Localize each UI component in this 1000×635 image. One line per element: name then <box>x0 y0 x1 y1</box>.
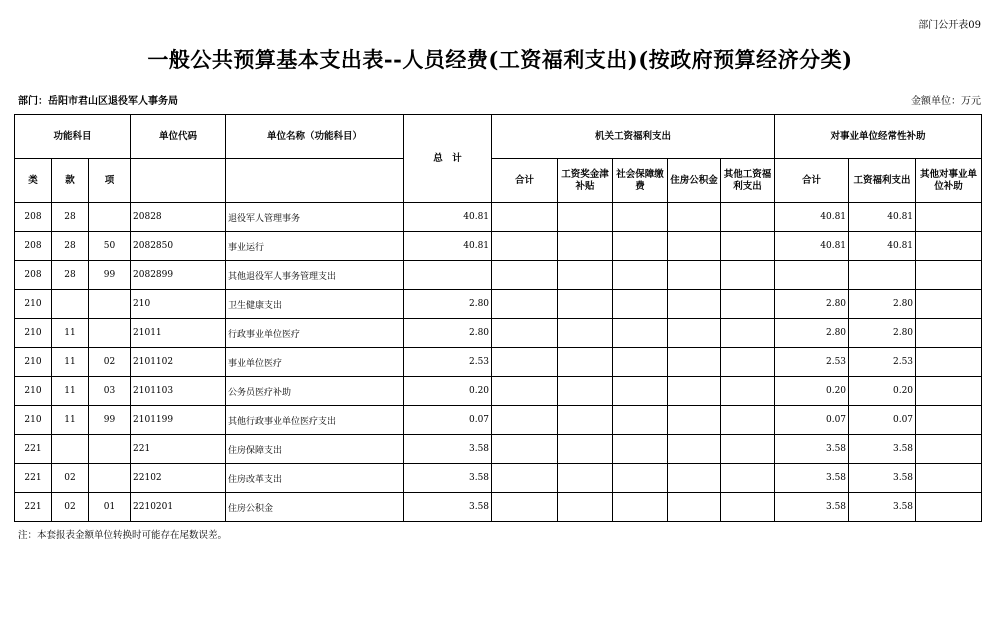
cell-unit-name: 住房改革支出 <box>226 464 404 493</box>
cell-inst-total: 3.58 <box>775 464 849 493</box>
cell-lei: 210 <box>15 319 52 348</box>
cell-lei: 210 <box>15 348 52 377</box>
header-inst-total: 合计 <box>775 159 849 203</box>
cell-kuan <box>52 435 89 464</box>
cell-org-housing <box>668 464 721 493</box>
cell-org-housing <box>668 232 721 261</box>
cell-inst-other <box>916 261 982 290</box>
cell-unit-code: 22102 <box>131 464 226 493</box>
cell-total: 3.58 <box>404 493 492 522</box>
header-org-total: 合计 <box>492 159 558 203</box>
cell-inst-total: 40.81 <box>775 232 849 261</box>
cell-xiang: 01 <box>89 493 131 522</box>
cell-org-social <box>613 377 668 406</box>
cell-org-bonus <box>558 464 613 493</box>
cell-xiang: 03 <box>89 377 131 406</box>
cell-inst-other <box>916 203 982 232</box>
cell-inst-other <box>916 319 982 348</box>
cell-inst-wage: 2.80 <box>849 319 916 348</box>
cell-total: 40.81 <box>404 203 492 232</box>
cell-xiang: 99 <box>89 261 131 290</box>
cell-kuan: 02 <box>52 493 89 522</box>
cell-lei: 210 <box>15 290 52 319</box>
cell-org-other <box>721 203 775 232</box>
cell-org-bonus <box>558 319 613 348</box>
cell-org-social <box>613 493 668 522</box>
cell-org-bonus <box>558 232 613 261</box>
header-func-subject: 功能科目 <box>15 115 131 159</box>
cell-inst-wage: 2.80 <box>849 290 916 319</box>
cell-org-social <box>613 464 668 493</box>
cell-lei: 210 <box>15 377 52 406</box>
cell-org-total <box>492 435 558 464</box>
cell-kuan: 11 <box>52 319 89 348</box>
cell-org-other <box>721 290 775 319</box>
cell-inst-wage: 3.58 <box>849 435 916 464</box>
cell-xiang <box>89 464 131 493</box>
cell-unit-code: 2101102 <box>131 348 226 377</box>
cell-inst-other <box>916 348 982 377</box>
cell-org-other <box>721 464 775 493</box>
cell-lei: 208 <box>15 232 52 261</box>
header-kuan: 款 <box>52 159 89 203</box>
cell-unit-name: 住房保障支出 <box>226 435 404 464</box>
table-row <box>15 464 982 493</box>
cell-unit-code: 20828 <box>131 203 226 232</box>
cell-unit-code: 210 <box>131 290 226 319</box>
amount-unit-label: 金额单位：万元 <box>911 96 981 107</box>
cell-unit-code: 2101103 <box>131 377 226 406</box>
cell-org-total <box>492 290 558 319</box>
cell-lei: 221 <box>15 435 52 464</box>
cell-kuan: 11 <box>52 377 89 406</box>
cell-inst-wage: 2.53 <box>849 348 916 377</box>
cell-org-social <box>613 348 668 377</box>
cell-org-bonus <box>558 348 613 377</box>
cell-lei: 208 <box>15 203 52 232</box>
cell-inst-other <box>916 232 982 261</box>
header-org-other: 其他工资福利支出 <box>721 159 775 203</box>
header-unit-name-cont <box>226 159 404 203</box>
cell-org-other <box>721 435 775 464</box>
cell-total: 2.80 <box>404 319 492 348</box>
cell-inst-total: 0.20 <box>775 377 849 406</box>
cell-kuan: 28 <box>52 203 89 232</box>
cell-xiang: 02 <box>89 348 131 377</box>
cell-inst-other <box>916 377 982 406</box>
cell-inst-wage: 40.81 <box>849 232 916 261</box>
cell-unit-name: 事业运行 <box>226 232 404 261</box>
cell-org-housing <box>668 261 721 290</box>
table-body <box>15 203 982 522</box>
cell-unit-code: 221 <box>131 435 226 464</box>
cell-total <box>404 261 492 290</box>
cell-org-housing <box>668 348 721 377</box>
cell-kuan: 11 <box>52 406 89 435</box>
cell-kuan: 02 <box>52 464 89 493</box>
cell-org-other <box>721 232 775 261</box>
cell-unit-name: 公务员医疗补助 <box>226 377 404 406</box>
cell-org-housing <box>668 493 721 522</box>
cell-inst-other <box>916 464 982 493</box>
cell-org-housing <box>668 290 721 319</box>
cell-org-housing <box>668 203 721 232</box>
cell-org-bonus <box>558 377 613 406</box>
cell-lei: 208 <box>15 261 52 290</box>
cell-org-housing <box>668 377 721 406</box>
cell-unit-name: 事业单位医疗 <box>226 348 404 377</box>
header-org-bonus: 工资奖金津补贴 <box>558 159 613 203</box>
cell-inst-wage: 0.07 <box>849 406 916 435</box>
cell-inst-total: 2.80 <box>775 319 849 348</box>
cell-org-housing <box>668 406 721 435</box>
cell-org-total <box>492 377 558 406</box>
cell-unit-name: 其他退役军人事务管理支出 <box>226 261 404 290</box>
cell-kuan <box>52 290 89 319</box>
cell-unit-code: 2101199 <box>131 406 226 435</box>
cell-unit-name: 住房公积金 <box>226 493 404 522</box>
cell-total: 2.53 <box>404 348 492 377</box>
cell-xiang: 50 <box>89 232 131 261</box>
header-unit-name: 单位名称（功能科目） <box>226 115 404 159</box>
cell-inst-other <box>916 435 982 464</box>
header-unit-code: 单位代码 <box>131 115 226 159</box>
cell-unit-name: 其他行政事业单位医疗支出 <box>226 406 404 435</box>
cell-xiang <box>89 435 131 464</box>
cell-org-total <box>492 261 558 290</box>
header-inst-other: 其他对事业单位补助 <box>916 159 982 203</box>
header-unit-code-cont <box>131 159 226 203</box>
cell-org-social <box>613 290 668 319</box>
cell-org-total <box>492 464 558 493</box>
form-number: 部门公开表09 <box>918 20 981 31</box>
cell-org-total <box>492 406 558 435</box>
cell-xiang <box>89 203 131 232</box>
cell-inst-total: 2.80 <box>775 290 849 319</box>
cell-kuan: 11 <box>52 348 89 377</box>
header-org-group: 机关工资福利支出 <box>492 115 775 159</box>
table-row <box>15 232 982 261</box>
cell-unit-code: 2210201 <box>131 493 226 522</box>
header-total: 总 计 <box>404 115 492 203</box>
cell-org-other <box>721 319 775 348</box>
cell-org-social <box>613 435 668 464</box>
cell-inst-total: 3.58 <box>775 435 849 464</box>
cell-org-other <box>721 377 775 406</box>
department-label: 部门：岳阳市君山区退役军人事务局 <box>18 96 178 107</box>
footnote: 注：本套报表金额单位转换时可能存在尾数误差。 <box>18 530 228 541</box>
cell-inst-total: 40.81 <box>775 203 849 232</box>
cell-org-bonus <box>558 406 613 435</box>
header-org-social: 社会保障缴费 <box>613 159 668 203</box>
cell-total: 0.20 <box>404 377 492 406</box>
cell-inst-total: 0.07 <box>775 406 849 435</box>
cell-org-housing <box>668 319 721 348</box>
cell-kuan: 28 <box>52 261 89 290</box>
table-row <box>15 377 982 406</box>
table-row <box>15 290 982 319</box>
cell-org-bonus <box>558 435 613 464</box>
header-xiang: 项 <box>89 159 131 203</box>
header-inst-group: 对事业单位经常性补助 <box>775 115 982 159</box>
cell-org-bonus <box>558 290 613 319</box>
cell-org-social <box>613 319 668 348</box>
cell-org-total <box>492 348 558 377</box>
cell-inst-total: 3.58 <box>775 493 849 522</box>
cell-total: 3.58 <box>404 435 492 464</box>
cell-unit-code: 2082899 <box>131 261 226 290</box>
cell-org-social <box>613 232 668 261</box>
cell-lei: 221 <box>15 493 52 522</box>
cell-org-total <box>492 232 558 261</box>
cell-inst-total: 2.53 <box>775 348 849 377</box>
cell-unit-name: 卫生健康支出 <box>226 290 404 319</box>
cell-org-other <box>721 406 775 435</box>
cell-inst-wage: 0.20 <box>849 377 916 406</box>
cell-xiang: 99 <box>89 406 131 435</box>
cell-inst-other <box>916 406 982 435</box>
cell-unit-code: 21011 <box>131 319 226 348</box>
cell-inst-other <box>916 290 982 319</box>
cell-total: 40.81 <box>404 232 492 261</box>
cell-xiang <box>89 290 131 319</box>
cell-org-housing <box>668 435 721 464</box>
page-title: 一般公共预算基本支出表--人员经费(工资福利支出)(按政府预算经济分类) <box>147 47 853 72</box>
cell-inst-wage <box>849 261 916 290</box>
cell-org-other <box>721 261 775 290</box>
cell-org-bonus <box>558 203 613 232</box>
cell-unit-code: 2082850 <box>131 232 226 261</box>
cell-total: 3.58 <box>404 464 492 493</box>
table-row <box>15 348 982 377</box>
cell-total: 0.07 <box>404 406 492 435</box>
cell-org-bonus <box>558 261 613 290</box>
table-row <box>15 406 982 435</box>
cell-org-other <box>721 348 775 377</box>
cell-org-total <box>492 493 558 522</box>
header-lei: 类 <box>15 159 52 203</box>
cell-org-social <box>613 261 668 290</box>
table-row <box>15 261 982 290</box>
cell-total: 2.80 <box>404 290 492 319</box>
table-row <box>15 493 982 522</box>
budget-table <box>14 114 982 522</box>
cell-org-social <box>613 406 668 435</box>
cell-lei: 221 <box>15 464 52 493</box>
cell-kuan: 28 <box>52 232 89 261</box>
header-org-housing: 住房公积金 <box>668 159 721 203</box>
cell-xiang <box>89 319 131 348</box>
cell-inst-wage: 3.58 <box>849 493 916 522</box>
cell-org-total <box>492 319 558 348</box>
table-row <box>15 203 982 232</box>
cell-org-bonus <box>558 493 613 522</box>
cell-inst-other <box>916 493 982 522</box>
cell-inst-wage: 40.81 <box>849 203 916 232</box>
cell-lei: 210 <box>15 406 52 435</box>
cell-inst-wage: 3.58 <box>849 464 916 493</box>
table-row <box>15 319 982 348</box>
cell-org-other <box>721 493 775 522</box>
header-inst-wage: 工资福利支出 <box>849 159 916 203</box>
cell-unit-name: 退役军人管理事务 <box>226 203 404 232</box>
cell-unit-name: 行政事业单位医疗 <box>226 319 404 348</box>
cell-org-total <box>492 203 558 232</box>
cell-inst-total <box>775 261 849 290</box>
table-row <box>15 435 982 464</box>
cell-org-social <box>613 203 668 232</box>
